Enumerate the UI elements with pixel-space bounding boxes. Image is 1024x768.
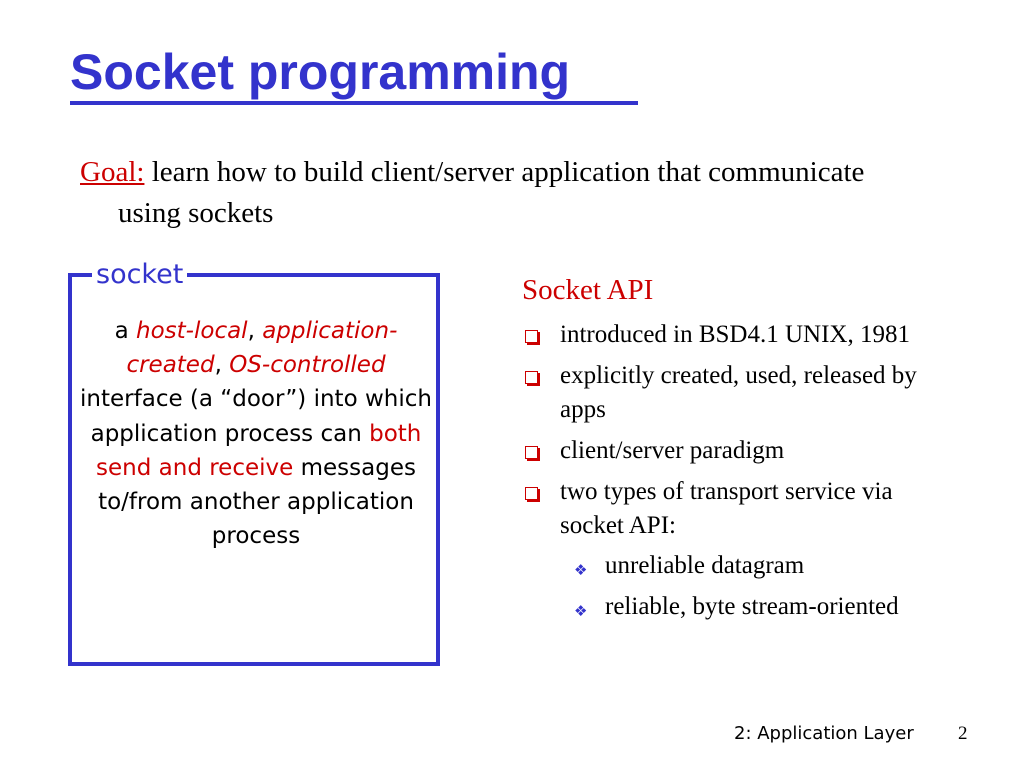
list-item-text: client/server paradigm: [560, 437, 785, 464]
diamond-bullet-icon: ❖: [574, 561, 588, 579]
comma-1: ,: [247, 318, 255, 344]
goal-statement: [80, 152, 878, 234]
list-item: [522, 434, 962, 468]
socket-desc-part3: messages to/from another application process: [98, 454, 416, 550]
socket-api-list: [522, 318, 962, 631]
socket-box-label: socket: [92, 257, 187, 293]
socket-desc-part1: a: [114, 318, 137, 344]
square-bullet-icon: [525, 446, 538, 459]
sub-list-item-text: reliable, byte stream-oriented: [605, 593, 899, 620]
square-bullet-icon: [525, 487, 538, 500]
socket-definition: [76, 314, 436, 553]
square-bullet-icon: [525, 330, 538, 343]
list-item-text: explicitly created, used, released by apps: [560, 362, 917, 423]
list-item: [522, 318, 962, 352]
transport-types-sublist: [560, 549, 962, 624]
os-controlled-term: OS-controlled: [229, 352, 386, 379]
goal-label: Goal:: [80, 156, 145, 188]
sub-list-item: [560, 549, 962, 583]
both-send-receive-term: both send and receive: [96, 420, 422, 481]
host-local-term: host-local: [136, 318, 248, 344]
square-bullet-icon: [525, 371, 538, 384]
application-created-term: application-created: [126, 318, 398, 379]
list-item: [522, 359, 962, 427]
page-number: 2: [958, 723, 968, 744]
list-item: [522, 475, 962, 624]
title-underline: [70, 101, 638, 105]
sub-list-item: [560, 590, 962, 624]
slide-title: Socket programming: [70, 44, 571, 100]
diamond-bullet-icon: ❖: [574, 602, 588, 620]
list-item-text: introduced in BSD4.1 UNIX, 1981: [560, 321, 910, 348]
socket-desc-part2: interface (a “door”) into which application process can: [80, 386, 432, 447]
goal-text: learn how to build client/server application that communicate using sockets: [118, 156, 865, 229]
comma-2: ,: [214, 352, 222, 379]
socket-api-heading: Socket API: [522, 274, 654, 306]
list-item-text: two types of transport service via socket API:: [560, 478, 893, 539]
footer-section-label: 2: Application Layer: [734, 723, 914, 744]
sub-list-item-text: unreliable datagram: [605, 552, 805, 579]
